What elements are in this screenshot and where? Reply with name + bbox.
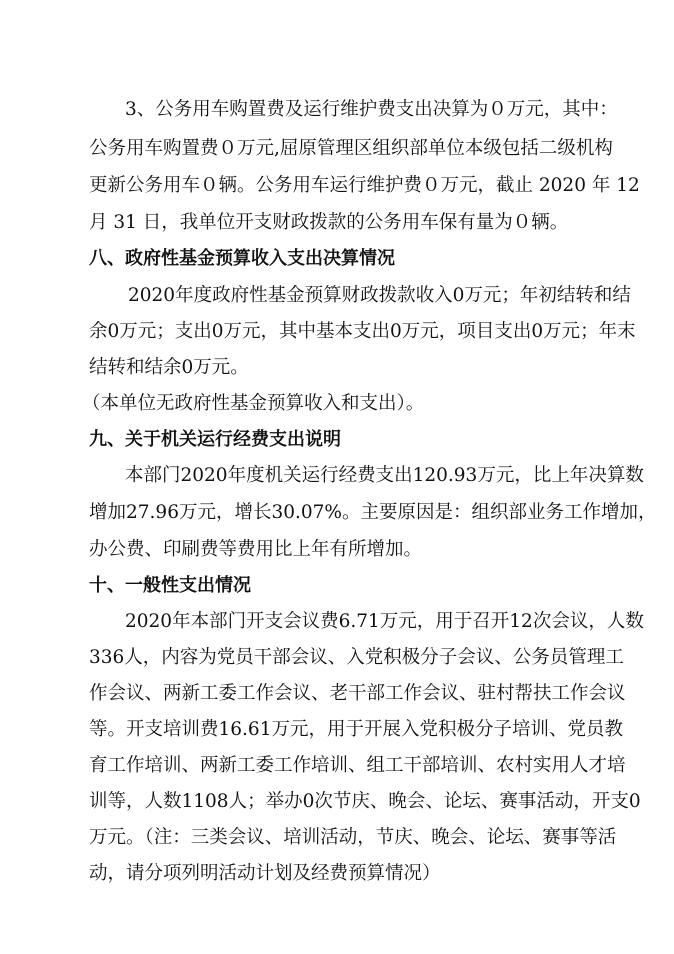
- paragraph-line: 本部门2020年度机关运行经费支出120.93万元，比上年决算数: [125, 465, 644, 486]
- note-line: （本单位无政府性基金预算收入和支出）。: [82, 393, 425, 414]
- paragraph-line: 增加27.96万元，增长30.07%。主要原因是：组织部业务工作增加，: [89, 502, 657, 523]
- paragraph-line: 余0万元；支出0万元，其中基本支出0万元，项目支出0万元；年末: [89, 321, 636, 342]
- section-heading: 八、政府性基金预算收入支出决算情况: [89, 248, 395, 269]
- paragraph-line: 育工作培训、两新工委工作培训、组工干部培训、农村实用人才培: [89, 755, 626, 776]
- paragraph-line: 2020年度政府性基金预算财政拨款收入0万元；年初结转和结: [128, 285, 631, 306]
- paragraph-line: 2020年本部门开支会议费6.71万元，用于召开12次会议，人数: [125, 611, 644, 632]
- paragraph-line: 万元。（注：三类会议、培训活动，节庆、晚会、论坛、赛事等活: [89, 827, 617, 848]
- paragraph-line: 月 31 日，我单位开支财政拨款的公务用车保有量为０辆。: [89, 212, 569, 233]
- paragraph-line: 办公费、印刷费等费用比上年有所增加。: [89, 539, 423, 560]
- section-heading: 九、关于机关运行经费支出说明: [89, 429, 341, 450]
- paragraph-line: 3、公务用车购置费及运行维护费支出决算为０万元，其中：: [125, 99, 618, 120]
- paragraph-line: 作会议、两新工委工作会议、老干部工作会议、驻村帮扶工作会议: [89, 683, 626, 704]
- paragraph-line: 等。开支培训费16.61万元，用于开展入党积极分子培训、党员教: [89, 719, 623, 740]
- paragraph-line: 动，请分项列明活动计划及经费预算情况）: [89, 863, 441, 884]
- paragraph-line: 336人，内容为党员干部会议、入党积极分子会议、公务员管理工: [89, 647, 624, 668]
- paragraph-line: 公务用车购置费０万元,屈原管理区组织部单位本级包括二级机构: [89, 138, 613, 159]
- paragraph-line: 更新公务用车０辆。公务用车运行维护费０万元，截止 2020 年 12: [89, 175, 640, 196]
- section-heading: 十、一般性支出情况: [89, 575, 251, 596]
- paragraph-line: 训等，人数1108人；举办0次节庆、晚会、论坛、赛事活动，开支0: [89, 791, 641, 812]
- paragraph-line: 结转和结余0万元。: [89, 357, 249, 378]
